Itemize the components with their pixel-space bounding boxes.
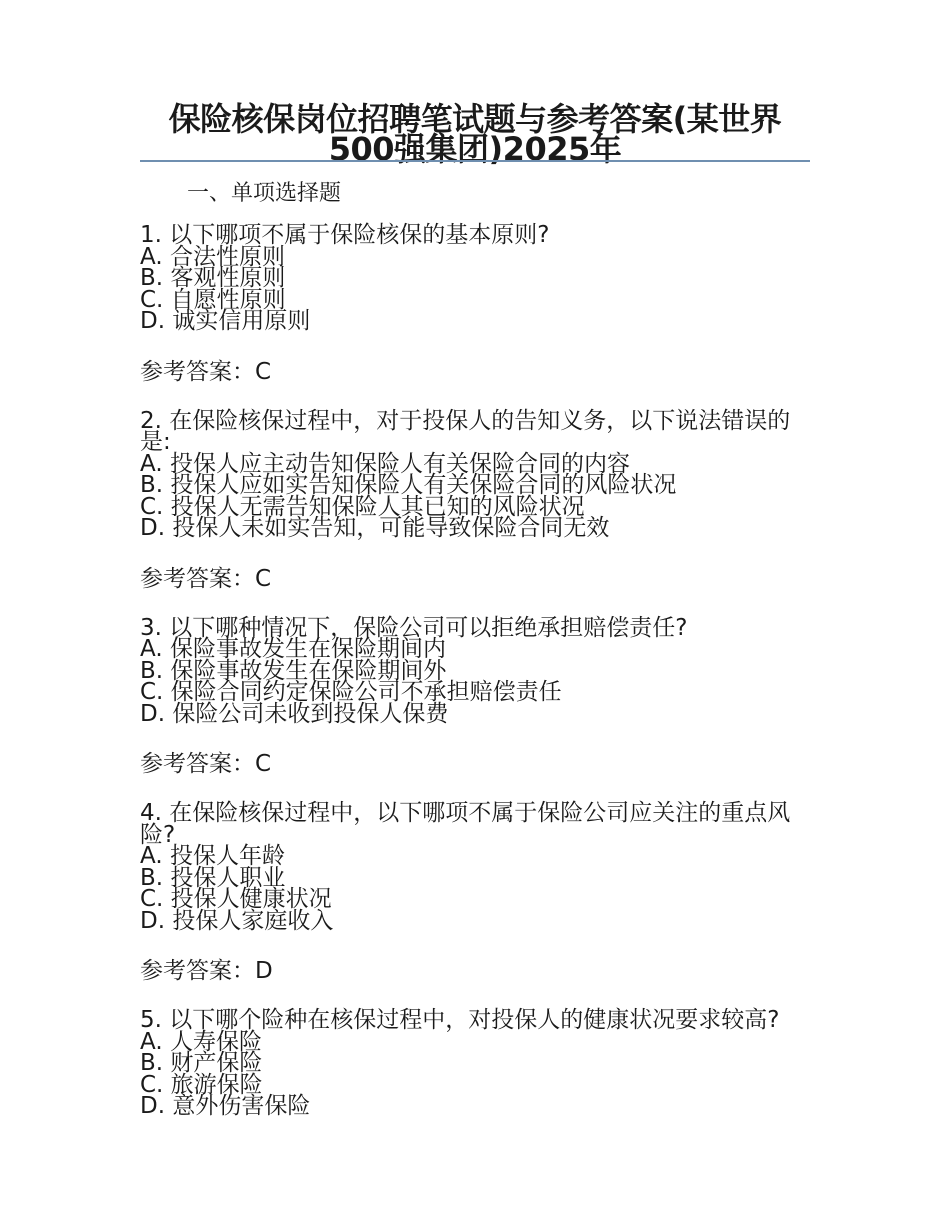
option-d: D. 投保人未如实告知，可能导致保险合同无效	[140, 515, 610, 541]
question-5	[140, 1007, 800, 1119]
question-4	[140, 800, 800, 934]
question-1	[140, 222, 800, 334]
option-a: A. 保险事故发生在保险期间内	[140, 636, 446, 662]
option-a: A. 投保人年龄	[140, 843, 285, 869]
option-b: B. 投保人职业	[140, 864, 286, 891]
option-a: A. 投保人应主动告知保险人有关保险合同的内容	[140, 450, 630, 477]
answer-4	[140, 959, 800, 983]
question-stem: 1. 以下哪项不属于保险核保的基本原则?	[140, 222, 550, 248]
option-d: D. 保险公司未收到投保人保费	[140, 700, 449, 727]
option-b: B. 保险事故发生在保险期间外	[140, 657, 447, 684]
answer-value: D	[255, 958, 273, 984]
answer-label: 参考答案：	[140, 958, 255, 984]
section-heading: 一、单项选择题	[187, 181, 342, 206]
answer-value: C	[255, 358, 272, 385]
answer-value: C	[255, 565, 272, 592]
answer-1	[140, 360, 800, 384]
question-stem: 2. 在保险核保过程中，对于投保人的告知义务，以下说法错误的是:	[140, 407, 791, 455]
option-b: B. 投保人应如实告知保险人有关保险合同的风险状况	[140, 472, 677, 498]
option-c: C. 投保人无需告知保险人其已知的风险状况	[140, 493, 585, 520]
answer-3	[140, 752, 800, 776]
question-list	[140, 222, 800, 1145]
document-title: 保险核保岗位招聘笔试题与参考答案(某世界500强集团)2025年	[168, 100, 782, 168]
question-stem: 3. 以下哪种情况下，保险公司可以拒绝承担赔偿责任?	[140, 614, 688, 641]
option-c: C. 自愿性原则	[140, 286, 286, 313]
option-b: B. 客观性原则	[140, 265, 286, 291]
title-underline	[140, 160, 810, 162]
option-d: D. 投保人家庭收入	[140, 907, 334, 934]
option-d: D. 诚实信用原则	[140, 308, 311, 334]
question-3	[140, 614, 800, 727]
option-c: C. 投保人健康状况	[140, 886, 332, 912]
answer-label: 参考答案：	[140, 358, 255, 385]
option-a: A. 人寿保险	[140, 1028, 262, 1055]
question-stem: 5. 以下哪个险种在核保过程中，对投保人的健康状况要求较高?	[140, 1007, 780, 1033]
question-2	[140, 407, 800, 541]
answer-label: 参考答案：	[140, 751, 255, 777]
option-c: C. 旅游保险	[140, 1071, 263, 1098]
answer-value: C	[255, 751, 272, 777]
question-stem: 4. 在保险核保过程中，以下哪项不属于保险公司应关注的重点风险?	[140, 800, 791, 848]
option-b: B. 财产保险	[140, 1050, 263, 1076]
option-d: D. 意外伤害保险	[140, 1093, 311, 1119]
option-a: A. 合法性原则	[140, 243, 285, 270]
answer-2	[140, 567, 800, 591]
option-c: C. 保险合同约定保险公司不承担赔偿责任	[140, 679, 562, 705]
answer-label: 参考答案：	[140, 565, 255, 592]
